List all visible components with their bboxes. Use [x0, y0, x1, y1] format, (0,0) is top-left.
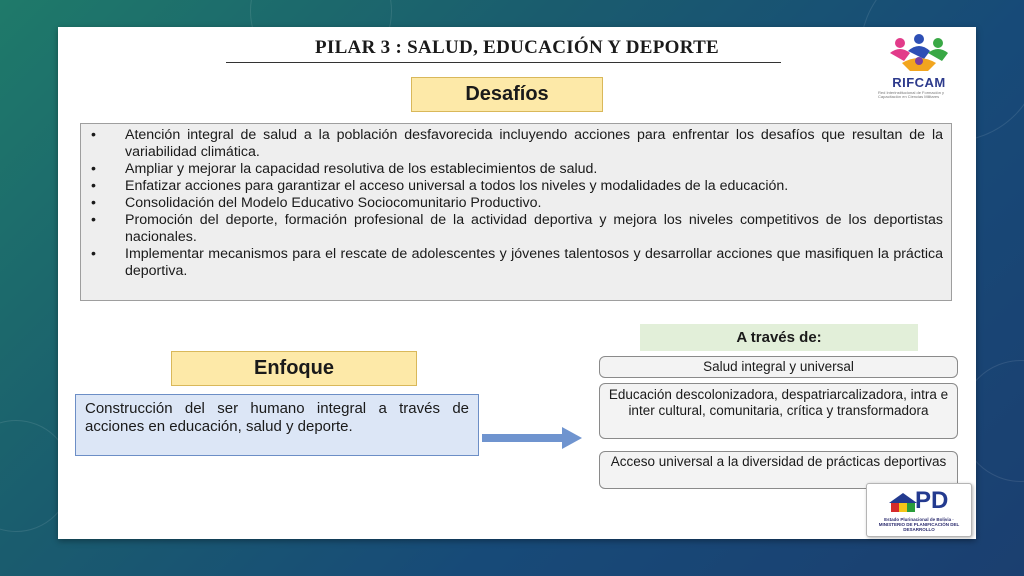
pdes-logo-icon — [889, 492, 917, 514]
rifcam-logo — [876, 31, 962, 105]
challenge-text: Consolidación del Modelo Educativo Sociocomunitario Productivo. — [125, 195, 542, 211]
bullet: • — [91, 195, 96, 211]
rifcam-subtitle: Red Interinstitucional de Formación y Capacitación en Ciencias Militares — [878, 91, 945, 99]
enfoque-description: Construcción del ser humano integral a través de acciones en educación, salud y deporte. — [75, 394, 479, 456]
list-item — [89, 212, 943, 246]
arrow-right-icon — [482, 426, 582, 450]
bullet: • — [91, 127, 96, 143]
list-item — [89, 178, 943, 195]
challenge-text: Implementar mecanismos para el rescate de adolescentes y jóvenes talentosos y desarrollar acciones que masifiquen la práctica deportiva. — [125, 246, 943, 279]
challenges-box — [80, 123, 952, 301]
challenge-text: Enfatizar acciones para garantizar el acceso universal a todos los niveles y modalidades de la educación. — [125, 178, 789, 194]
means-item-salud: Salud integral y universal — [599, 356, 958, 378]
pdes-logo-text: PD — [915, 487, 949, 514]
desafios-heading: Desafíos — [411, 77, 603, 112]
slide-canvas — [58, 27, 976, 539]
pdes-logo-caption: Estado Plurinacional de Bolivia · MINISTERIO DE PLANIFICACIÓN DEL DESARROLLO — [878, 517, 960, 532]
list-item — [89, 161, 943, 178]
list-item — [89, 246, 943, 280]
rifcam-name: RIFCAM — [892, 75, 946, 90]
rifcam-logo-icon — [886, 31, 952, 75]
list-item — [89, 127, 943, 161]
enfoque-heading: Enfoque — [171, 351, 417, 386]
pdes-logo — [866, 483, 972, 537]
means-item-educacion: Educación descolonizadora, despatriarcalizadora, intra e inter cultural, comunitaria, crítica y transformadora — [599, 383, 958, 439]
list-item — [89, 195, 943, 212]
bullet: • — [91, 161, 96, 177]
challenge-text: Promoción del deporte, formación profesional de la actividad deportiva y mejora los niveles competitivos de los deportistas nacionales. — [125, 212, 943, 245]
challenge-text: Atención integral de salud a la población desfavorecida incluyendo acciones para enfrentar los desafíos que resultan de la variabilidad climática. — [125, 127, 943, 160]
bullet: • — [91, 212, 96, 228]
challenge-text: Ampliar y mejorar la capacidad resolutiva de los establecimientos de salud. — [125, 161, 598, 177]
bullet: • — [91, 178, 96, 194]
challenges-list — [89, 127, 943, 280]
slide-title: PILAR 3 : SALUD, EDUCACIÓN Y DEPORTE — [314, 37, 720, 58]
bullet: • — [91, 246, 96, 262]
atraves-heading: A través de: — [640, 324, 918, 351]
title-underline — [226, 62, 781, 63]
means-item-deporte: Acceso universal a la diversidad de prácticas deportivas — [599, 451, 958, 489]
